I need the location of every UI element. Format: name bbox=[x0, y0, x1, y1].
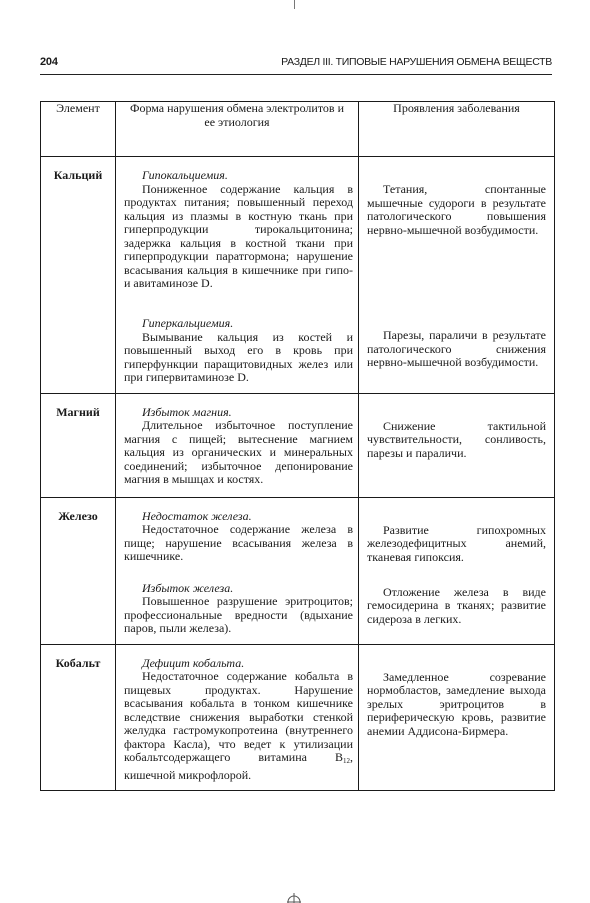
form-text: Пониженное содержание кальция в продуктах питания; повышенный переход кальция из плазмы в костную ткань при гиперпродукции тирокальцитонина; задержка кальция в костной ткани при гиперпродукции паратгормона; нарушение всасывания кальция в кишечнике при гипо- и авитаминозе D. bbox=[124, 181, 353, 290]
manifest-block bbox=[367, 420, 546, 461]
form-block bbox=[124, 169, 353, 303]
manifest-text: Замедленное созревание нормобластов, замедление выхода зрелых эритроцитов в периферическую кровь, развитие анемии Аддисона-Бирмера. bbox=[367, 669, 546, 738]
manifest-text: Развитие гипохромных железодефицитных анемий, тканевая гипоксия. bbox=[367, 522, 546, 564]
element-cell bbox=[41, 497, 116, 644]
form-text bbox=[124, 670, 353, 782]
element-cell bbox=[41, 393, 116, 497]
manifest-cell bbox=[359, 644, 555, 791]
form-subheading: Избыток железа. bbox=[142, 580, 234, 595]
page-number: 204 bbox=[40, 56, 58, 68]
element-name: Кобальт bbox=[55, 655, 101, 670]
form-text-part: , кишечной микрофлорой. bbox=[124, 750, 353, 782]
form-subheading: Гиперкальциемия. bbox=[142, 316, 234, 330]
manifest-cell bbox=[359, 497, 555, 644]
manifest-block bbox=[367, 586, 546, 627]
form-block bbox=[124, 582, 353, 636]
manifest-text: Тетания, спонтанные мышечные судороги в результате патологического повышения нервно-мышечной возбудимости. bbox=[367, 182, 546, 237]
manifest-text: Отложение железа в виде гемосидерина в тканях; развитие сидероза в легких. bbox=[367, 584, 546, 626]
form-text: Длительное избыточное поступление магния с пищей; вытеснение магнием кальция из органических и минеральных соединений; избыточное депонирование магния в мышцах и костях. bbox=[124, 418, 353, 486]
element-cell bbox=[41, 644, 116, 791]
registration-mark-icon bbox=[287, 893, 301, 903]
form-cell bbox=[116, 393, 359, 497]
form-subheading: Избыток магния. bbox=[142, 404, 232, 419]
manifest-text: Снижение тактильной чувствительности, сонливость, парезы и параличи. bbox=[367, 418, 546, 460]
crop-mark-top bbox=[294, 0, 295, 9]
page-header bbox=[40, 56, 552, 72]
manifest-block bbox=[367, 329, 546, 370]
form-subheading: Недостаток железа. bbox=[142, 508, 252, 523]
element-cell bbox=[41, 157, 116, 394]
element-name: Магний bbox=[56, 404, 100, 419]
table-row-calcium bbox=[41, 157, 555, 394]
running-head: РАЗДЕЛ III. ТИПОВЫЕ НАРУШЕНИЯ ОБМЕНА ВЕЩЕСТВ bbox=[281, 56, 552, 68]
column-header-element: Элемент bbox=[41, 102, 116, 157]
manifest-block bbox=[367, 524, 546, 586]
manifest-text: Парезы, параличи в результате патологического снижения нервно-мышечной возбудимости. bbox=[367, 328, 546, 369]
manifest-block bbox=[367, 183, 546, 329]
column-header-form: Форма нарушения обмена электролитов и ее этиология bbox=[116, 102, 359, 157]
electrolyte-table bbox=[40, 101, 555, 791]
form-subheading: Гипокальциемия. bbox=[142, 168, 228, 182]
subscript: 12 bbox=[343, 757, 350, 765]
form-text: Вымывание кальция из костей и повышенный выход его в кровь при гиперфункции паращитовидных желез или при гипервитаминозе D. bbox=[124, 329, 353, 384]
manifest-block bbox=[367, 671, 546, 739]
form-text: Недостаточное содержание железа в пище; нарушение всасывания железа в кишечнике. bbox=[124, 522, 353, 563]
form-text: Повышенное разрушение эритроцитов; профессиональные вредности (вдыхание паров, пыли железа). bbox=[124, 594, 353, 635]
form-cell bbox=[116, 497, 359, 644]
manifest-cell bbox=[359, 157, 555, 394]
element-name: Кальций bbox=[53, 168, 103, 182]
form-block bbox=[124, 317, 353, 385]
element-name: Железо bbox=[58, 508, 98, 523]
form-cell bbox=[116, 644, 359, 791]
table-row-cobalt bbox=[41, 644, 555, 791]
column-header-manifest: Проявления заболевания bbox=[359, 102, 555, 157]
table-row-magnesium bbox=[41, 393, 555, 497]
form-block bbox=[124, 510, 353, 568]
form-block bbox=[124, 657, 353, 783]
form-block bbox=[124, 406, 353, 487]
table-header-row bbox=[41, 102, 555, 157]
table-row-iron bbox=[41, 497, 555, 644]
form-subheading: Дефицит кобальта. bbox=[142, 655, 245, 670]
header-rule bbox=[40, 74, 552, 75]
form-text-part: Недостаточное содержание кобальта в пищевых продуктах. Нарушение всасывания кобальта в тонком кишечнике вследствие снижения выработки стенкой желудка гастромукопротеина (внутреннего фактора Касла), что ведет к утилизации кобальтсодержащего витамина B bbox=[124, 669, 353, 764]
manifest-cell bbox=[359, 393, 555, 497]
form-cell bbox=[116, 157, 359, 394]
